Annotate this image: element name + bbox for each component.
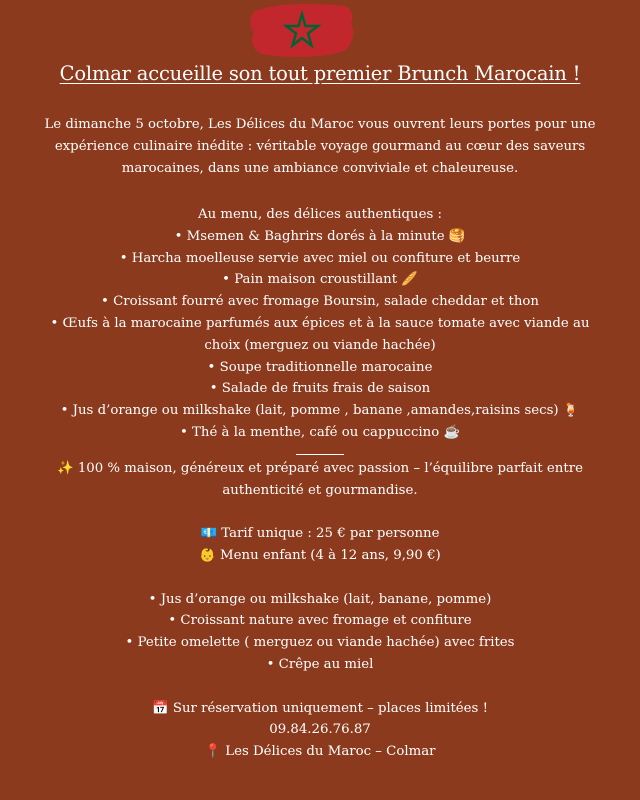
divider bbox=[296, 454, 344, 455]
page-title: Colmar accueille son tout premier Brunch Marocain ! bbox=[59, 62, 581, 85]
menu-item: • Pain maison croustillant 🥖 bbox=[222, 272, 418, 288]
location-line: 📍 Les Délices du Maroc – Colmar bbox=[204, 744, 436, 760]
spacer bbox=[0, 676, 640, 698]
tagline-line: authenticité et gourmandise. bbox=[222, 482, 418, 498]
menu-item: • Jus d’orange ou milkshake (lait, pomme , banane ,amandes,raisins secs) 🍹 bbox=[60, 403, 580, 419]
reservation-line: 📅 Sur réservation uniquement – places limitées ! bbox=[152, 700, 488, 716]
kids-menu-item: • Petite omelette ( merguez ou viande hachée) avec frites bbox=[125, 635, 515, 651]
phone-number[interactable]: 09.84.26.76.87 bbox=[269, 722, 371, 738]
tagline-line: ✨ 100 % maison, généreux et préparé avec passion – l’équilibre parfait entre bbox=[57, 460, 583, 476]
menu-item: • Harcha moelleuse servie avec miel ou confiture et beurre bbox=[119, 250, 521, 266]
intro-line: marocaines, dans une ambiance conviviale et chaleureuse. bbox=[121, 160, 519, 176]
menu-item: • Msemen & Baghrirs dorés à la minute 🥞 bbox=[174, 228, 466, 244]
menu-item: • Croissant fourré avec fromage Boursin, salade cheddar et thon bbox=[101, 294, 539, 310]
menu-section bbox=[0, 204, 640, 763]
kids-menu-item: • Crêpe au miel bbox=[266, 656, 374, 672]
spacer bbox=[0, 501, 640, 523]
morocco-flag-icon bbox=[248, 2, 356, 60]
menu-item: • Salade de fruits frais de saison bbox=[209, 381, 431, 397]
kids-menu-item: • Croissant nature avec fromage et confiture bbox=[168, 613, 472, 629]
kids-menu-item: • Jus d’orange ou milkshake (lait, banane, pomme) bbox=[148, 591, 492, 607]
intro-paragraph bbox=[0, 114, 640, 179]
kids-price-line: 👶 Menu enfant (4 à 12 ans, 9,90 €) bbox=[199, 547, 441, 563]
menu-item: • Œufs à la marocaine parfumés aux épices et à la sauce tomate avec viande au bbox=[50, 315, 590, 331]
menu-item: • Soupe traditionnelle marocaine bbox=[207, 359, 433, 375]
menu-item: • Thé à la menthe, café ou cappuccino ☕ bbox=[179, 424, 461, 440]
spacer bbox=[0, 567, 640, 589]
intro-line: expérience culinaire inédite : véritable voyage gourmand au cœur des saveurs bbox=[54, 138, 586, 154]
menu-item: choix (merguez ou viande hachée) bbox=[204, 337, 436, 353]
intro-line: Le dimanche 5 octobre, Les Délices du Maroc vous ouvrent leurs portes pour une bbox=[44, 117, 596, 132]
menu-heading: Au menu, des délices authentiques : bbox=[197, 207, 443, 222]
price-line: 💶 Tarif unique : 25 € par personne bbox=[200, 526, 440, 542]
